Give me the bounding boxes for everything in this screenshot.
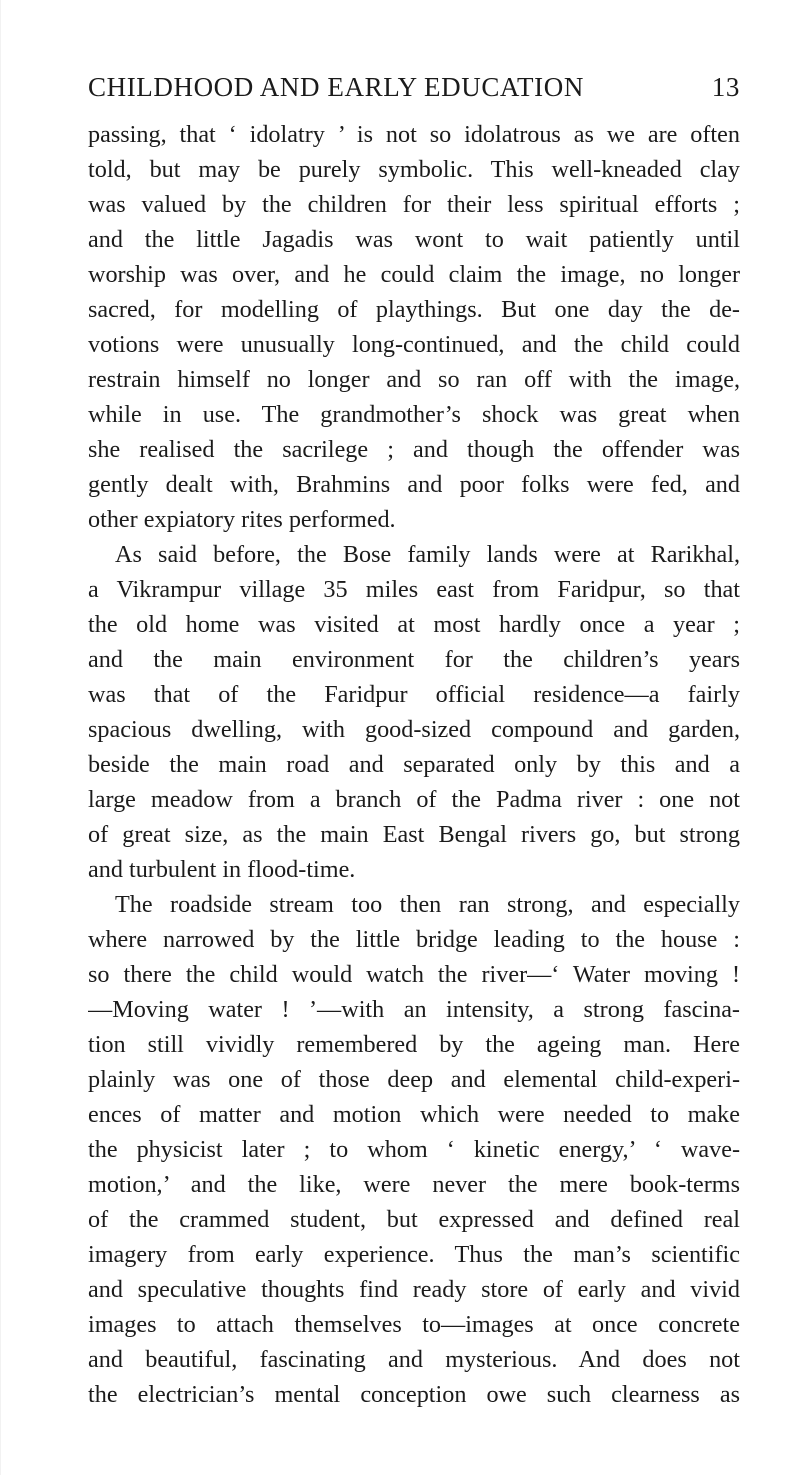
page-edge-divider [0, 0, 1, 1475]
text-line: ences of matter and motion which were needed to make [88, 1101, 740, 1128]
text-line: large meadow from a branch of the Padma river : one not [88, 786, 740, 813]
text-line: where narrowed by the little bridge leading to the house : [88, 926, 740, 953]
text-line: sacred, for modelling of playthings. But one day the de- [88, 296, 740, 323]
body-text [88, 117, 740, 1412]
text-line: plainly was one of those deep and elemental child-experi- [88, 1066, 740, 1093]
text-line: motion,’ and the like, were never the mere book-terms [88, 1171, 740, 1198]
text-line: and turbulent in flood-time. [88, 856, 356, 883]
text-line: The roadside stream too then ran strong, and especially [115, 891, 740, 918]
text-line: other expiatory rites performed. [88, 506, 396, 533]
text-line: told, but may be purely symbolic. This well-kneaded clay [88, 156, 740, 183]
chapter-title: CHILDHOOD AND EARLY EDUCATION [88, 72, 584, 102]
text-line: she realised the sacrilege ; and though the offender was [88, 436, 740, 463]
text-line: while in use. The grandmother’s shock was great when [88, 401, 740, 428]
text-line: restrain himself no longer and so ran off with the image, [88, 366, 740, 393]
text-line: was that of the Faridpur official residence—a fairly [88, 681, 740, 708]
text-line: the physicist later ; to whom ‘ kinetic energy,’ ‘ wave- [88, 1136, 740, 1163]
text-line: beside the main road and separated only by this and a [88, 751, 740, 778]
text-line: and speculative thoughts find ready store of early and vivid [88, 1276, 740, 1303]
text-line: the electrician’s mental conception owe such clearness as [88, 1381, 740, 1408]
text-line: votions were unusually long-continued, and the child could [88, 331, 740, 358]
text-line: and the main environment for the children’s years [88, 646, 740, 673]
text-line: As said before, the Bose family lands were at Rarikhal, [115, 541, 740, 568]
text-line: worship was over, and he could claim the image, no longer [88, 261, 740, 288]
text-line: of great size, as the main East Bengal rivers go, but strong [88, 821, 740, 848]
text-line: spacious dwelling, with good-sized compound and garden, [88, 716, 740, 743]
text-line: tion still vividly remembered by the ageing man. Here [88, 1031, 740, 1058]
text-line: —Moving water ! ’—with an intensity, a strong fascina- [88, 996, 740, 1023]
text-line: passing, that ‘ idolatry ’ is not so idolatrous as we are often [88, 121, 740, 148]
text-line: a Vikrampur village 35 miles east from Faridpur, so that [88, 576, 740, 603]
text-line: so there the child would watch the river—‘ Water moving ! [88, 961, 740, 988]
text-line: and the little Jagadis was wont to wait patiently until [88, 226, 740, 253]
text-line: of the crammed student, but expressed and defined real [88, 1206, 740, 1233]
text-line: images to attach themselves to—images at once concrete [88, 1311, 740, 1338]
running-head [88, 72, 740, 112]
page-number: 13 [711, 72, 740, 102]
text-line: the old home was visited at most hardly once a year ; [88, 611, 740, 638]
text-line: and beautiful, fascinating and mysterious. And does not [88, 1346, 740, 1373]
text-line: imagery from early experience. Thus the man’s scientific [88, 1241, 740, 1268]
text-line: gently dealt with, Brahmins and poor folks were fed, and [88, 471, 740, 498]
text-line: was valued by the children for their less spiritual efforts ; [88, 191, 740, 218]
